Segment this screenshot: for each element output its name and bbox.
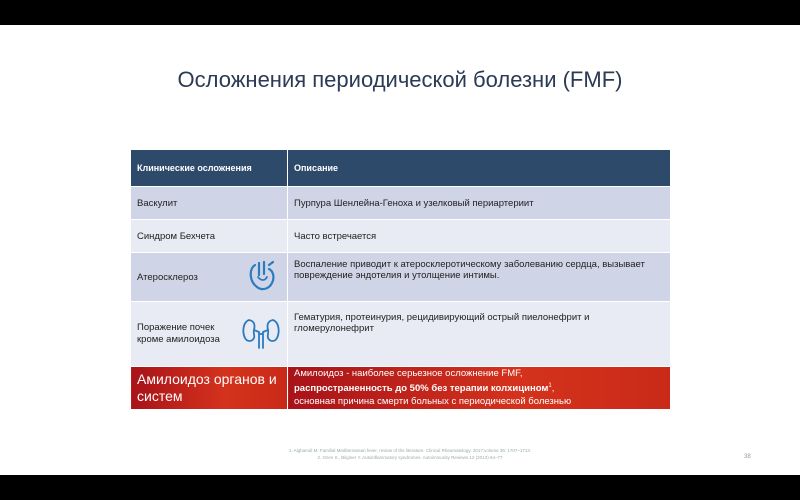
highlight-line-1: Амилоидоз - наиболее серьезное осложнение FMF, bbox=[294, 368, 523, 380]
header-description: Описание bbox=[288, 150, 671, 187]
complication-label: Поражение почек кроме амилоидоза bbox=[137, 322, 220, 345]
description-cell: Пурпура Шенлейна-Геноха и узелковый периартериит bbox=[288, 187, 671, 220]
highlight-line-2: распространенность до 50% без терапии колхицином$^1$, bbox=[294, 383, 555, 395]
highlight-line-3: основная причина смерти больных с периодической болезнью bbox=[294, 395, 572, 407]
table-row bbox=[131, 302, 671, 367]
table-row bbox=[131, 253, 671, 302]
complication-cell: Васкулит bbox=[131, 187, 288, 220]
footnotes bbox=[230, 447, 590, 461]
highlight-row bbox=[131, 367, 671, 410]
table-header-row bbox=[131, 150, 671, 187]
description-cell: Воспаление приводит к атеросклеротическому заболеванию сердца, вызывает повреждение эндотелия и утолщение интимы. bbox=[288, 253, 671, 302]
complication-cell bbox=[131, 253, 288, 302]
complication-cell bbox=[131, 302, 288, 367]
description-cell: Часто встречается bbox=[288, 220, 671, 253]
table-row bbox=[131, 220, 671, 253]
highlight-complication: Амилоидоз органов и систем bbox=[131, 367, 288, 410]
description-cell: Гематурия, протеинурия, рецидивирующий острый пиелонефрит и гломерулонефрит bbox=[288, 302, 671, 367]
footnote-2: 2. Ozen S., Bilginer Y. Autoinflammatory syndromes. Autoimmunity Reviews 12 (2013) 64–77 bbox=[317, 455, 503, 460]
slide-title: Осложнения периодической болезни (FMF) bbox=[177, 67, 623, 92]
table-row bbox=[131, 187, 671, 220]
complication-label: Атеросклероз bbox=[137, 271, 198, 283]
header-complications: Клинические осложнения bbox=[131, 150, 288, 187]
footnote-1: 1. Alghamdi M. Familial Mediterranean fever, review of the literature. Clinical Rheumatology. 2017;volume 36: 1707–1713. bbox=[288, 448, 532, 453]
kidney-icon bbox=[241, 316, 281, 353]
heart-icon bbox=[245, 259, 281, 296]
complications-table bbox=[130, 149, 671, 410]
complication-cell: Синдром Бехчета bbox=[131, 220, 288, 253]
highlight-description bbox=[288, 367, 671, 410]
slide bbox=[0, 25, 800, 475]
page-number: 38 bbox=[744, 454, 751, 460]
